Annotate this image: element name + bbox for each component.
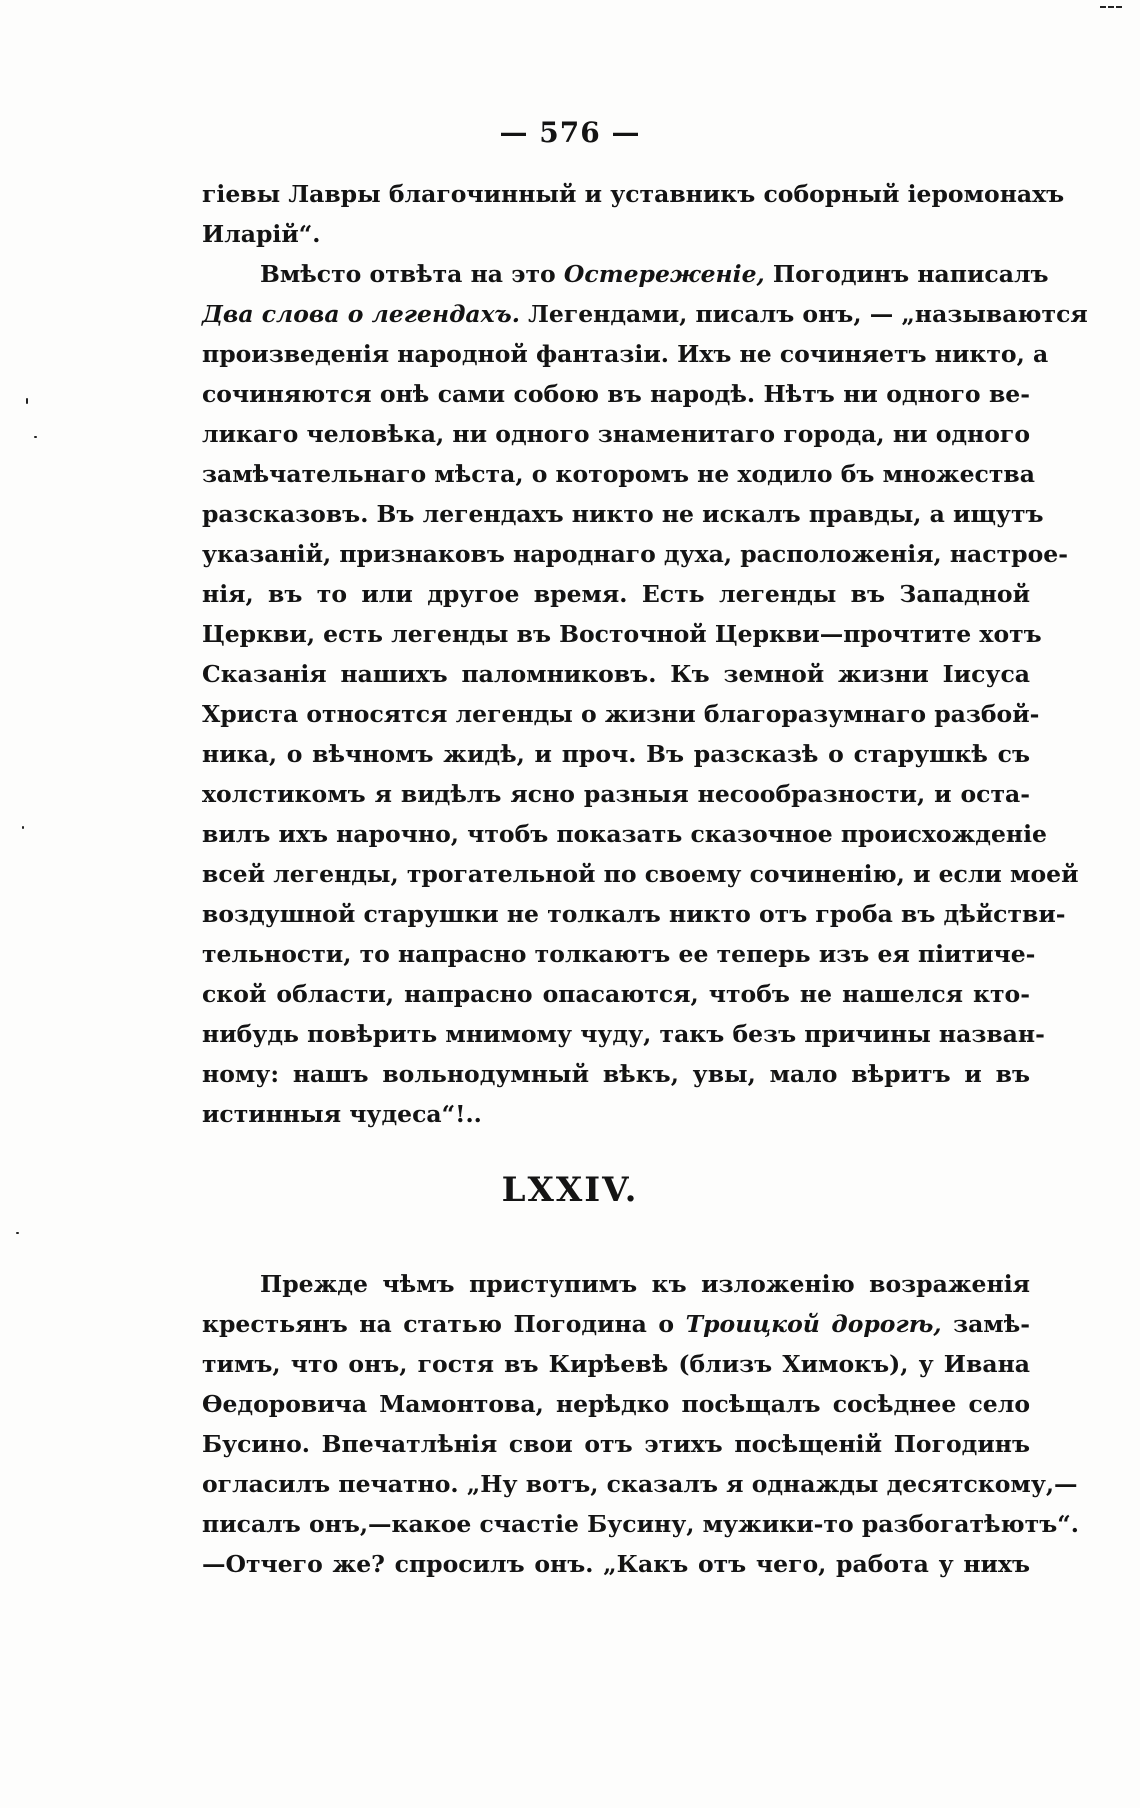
text-line: огласилъ печатно. „Ну вотъ, сказалъ я однажды десятскому,— — [202, 1470, 1078, 1498]
text-line: гіевы Лавры благочинный и уставникъ соборный іеромонахъ — [202, 180, 1065, 208]
text-line: нія, въ то или другое время. Есть легенды въ Западной — [202, 580, 1030, 608]
text-line: тимъ, что онъ, гостя въ Кирѣевѣ (близъ Химокъ), у Ивана — [202, 1350, 1030, 1378]
margin-speck — [22, 826, 24, 829]
italic-title: Остереженіе, — [563, 260, 765, 288]
text-line: разсказовъ. Въ легендахъ никто не искалъ правды, а ищутъ — [202, 500, 1044, 528]
text-line: замѣчательнаго мѣста, о которомъ не ходило бъ множества — [202, 460, 1035, 488]
text-line: холстикомъ я видѣлъ ясно разныя несообразности, и оста- — [202, 780, 1030, 808]
text-line: произведенія народной фантазіи. Ихъ не сочиняетъ никто, а — [202, 340, 1049, 368]
margin-speck — [34, 436, 37, 438]
text-line: тельности, то напрасно толкаютъ ее теперь изъ ея піитиче- — [202, 940, 1036, 968]
section-heading: LXXIV. — [501, 1170, 639, 1210]
text-line: воздушной старушки не толкалъ никто отъ гроба въ дѣйстви- — [202, 900, 1066, 928]
text-line: Ѳедоровича Мамонтова, нерѣдко посѣщалъ сосѣднее село — [202, 1390, 1030, 1418]
text-line: ника, о вѣчномъ жидѣ, и проч. Въ разсказѣ о старушкѣ съ — [202, 740, 1030, 768]
margin-speck — [16, 1232, 19, 1234]
italic-title: Два слова о легендахъ. — [202, 300, 520, 328]
text-line — [202, 254, 1049, 294]
text-line: Церкви, есть легенды въ Восточной Церкви—прочтите хотъ — [202, 620, 1042, 648]
text-run: Вмѣсто отвѣта на это — [260, 260, 564, 288]
text-run: замѣ- — [941, 1310, 1030, 1338]
text-line: сочиняются онѣ сами собою въ народѣ. Нѣтъ ни одного ве- — [202, 380, 1030, 408]
text-line: Прежде чѣмъ приступимъ къ изложенію возраженія — [260, 1270, 1030, 1298]
scan-edge-mark — [1100, 0, 1122, 8]
text-run: крестьянъ на статью Погодина о — [202, 1310, 686, 1338]
text-line: Сказанія нашихъ паломниковъ. Къ земной жизни Іисуса — [202, 660, 1030, 688]
margin-speck — [26, 398, 28, 404]
text-line: вилъ ихъ нарочно, чтобъ показать сказочное происхожденіе — [202, 820, 1048, 848]
text-line: указаній, признаковъ народнаго духа, расположенія, настрое- — [202, 540, 1068, 568]
text-line: Иларій“. — [202, 220, 321, 248]
text-line: —Отчего же? спросилъ онъ. „Какъ отъ чего, работа у нихъ — [202, 1550, 1030, 1578]
text-line: истинныя чудеса“!.. — [202, 1100, 482, 1128]
text-line — [202, 294, 1088, 334]
italic-title: Троицкой дорогѣ, — [685, 1310, 942, 1338]
page-number: — 576 — — [499, 116, 641, 149]
text-line: ской области, напрасно опасаются, чтобъ не нашелся кто- — [202, 980, 1030, 1008]
paragraph-section — [202, 1264, 1079, 1584]
paragraph-main — [202, 254, 1088, 1134]
text-line: Христа относятся легенды о жизни благоразумнаго разбой- — [202, 700, 1040, 728]
text-line: Бусино. Впечатлѣнія свои отъ этихъ посѣщеній Погодинъ — [202, 1430, 1030, 1458]
text-line: нибудь повѣрить мнимому чуду, такъ безъ причины назван- — [202, 1020, 1045, 1048]
text-line: всей легенды, трогательной по своему сочиненію, и если моей — [202, 860, 1079, 888]
text-run: Погодинъ написалъ — [764, 260, 1049, 288]
text-line — [202, 1304, 1030, 1344]
paragraph-continued — [202, 174, 1065, 254]
text-line: ликаго человѣка, ни одного знаменитаго города, ни одного — [202, 420, 1030, 448]
text-line: ному: нашъ вольнодумный вѣкъ, увы, мало вѣритъ и въ — [202, 1060, 1030, 1088]
text-run: Легендами, писалъ онъ, — „называются — [519, 300, 1088, 328]
text-line: писалъ онъ,—какое счастіе Бусину, мужики-то разбогатѣютъ“. — [202, 1510, 1079, 1538]
